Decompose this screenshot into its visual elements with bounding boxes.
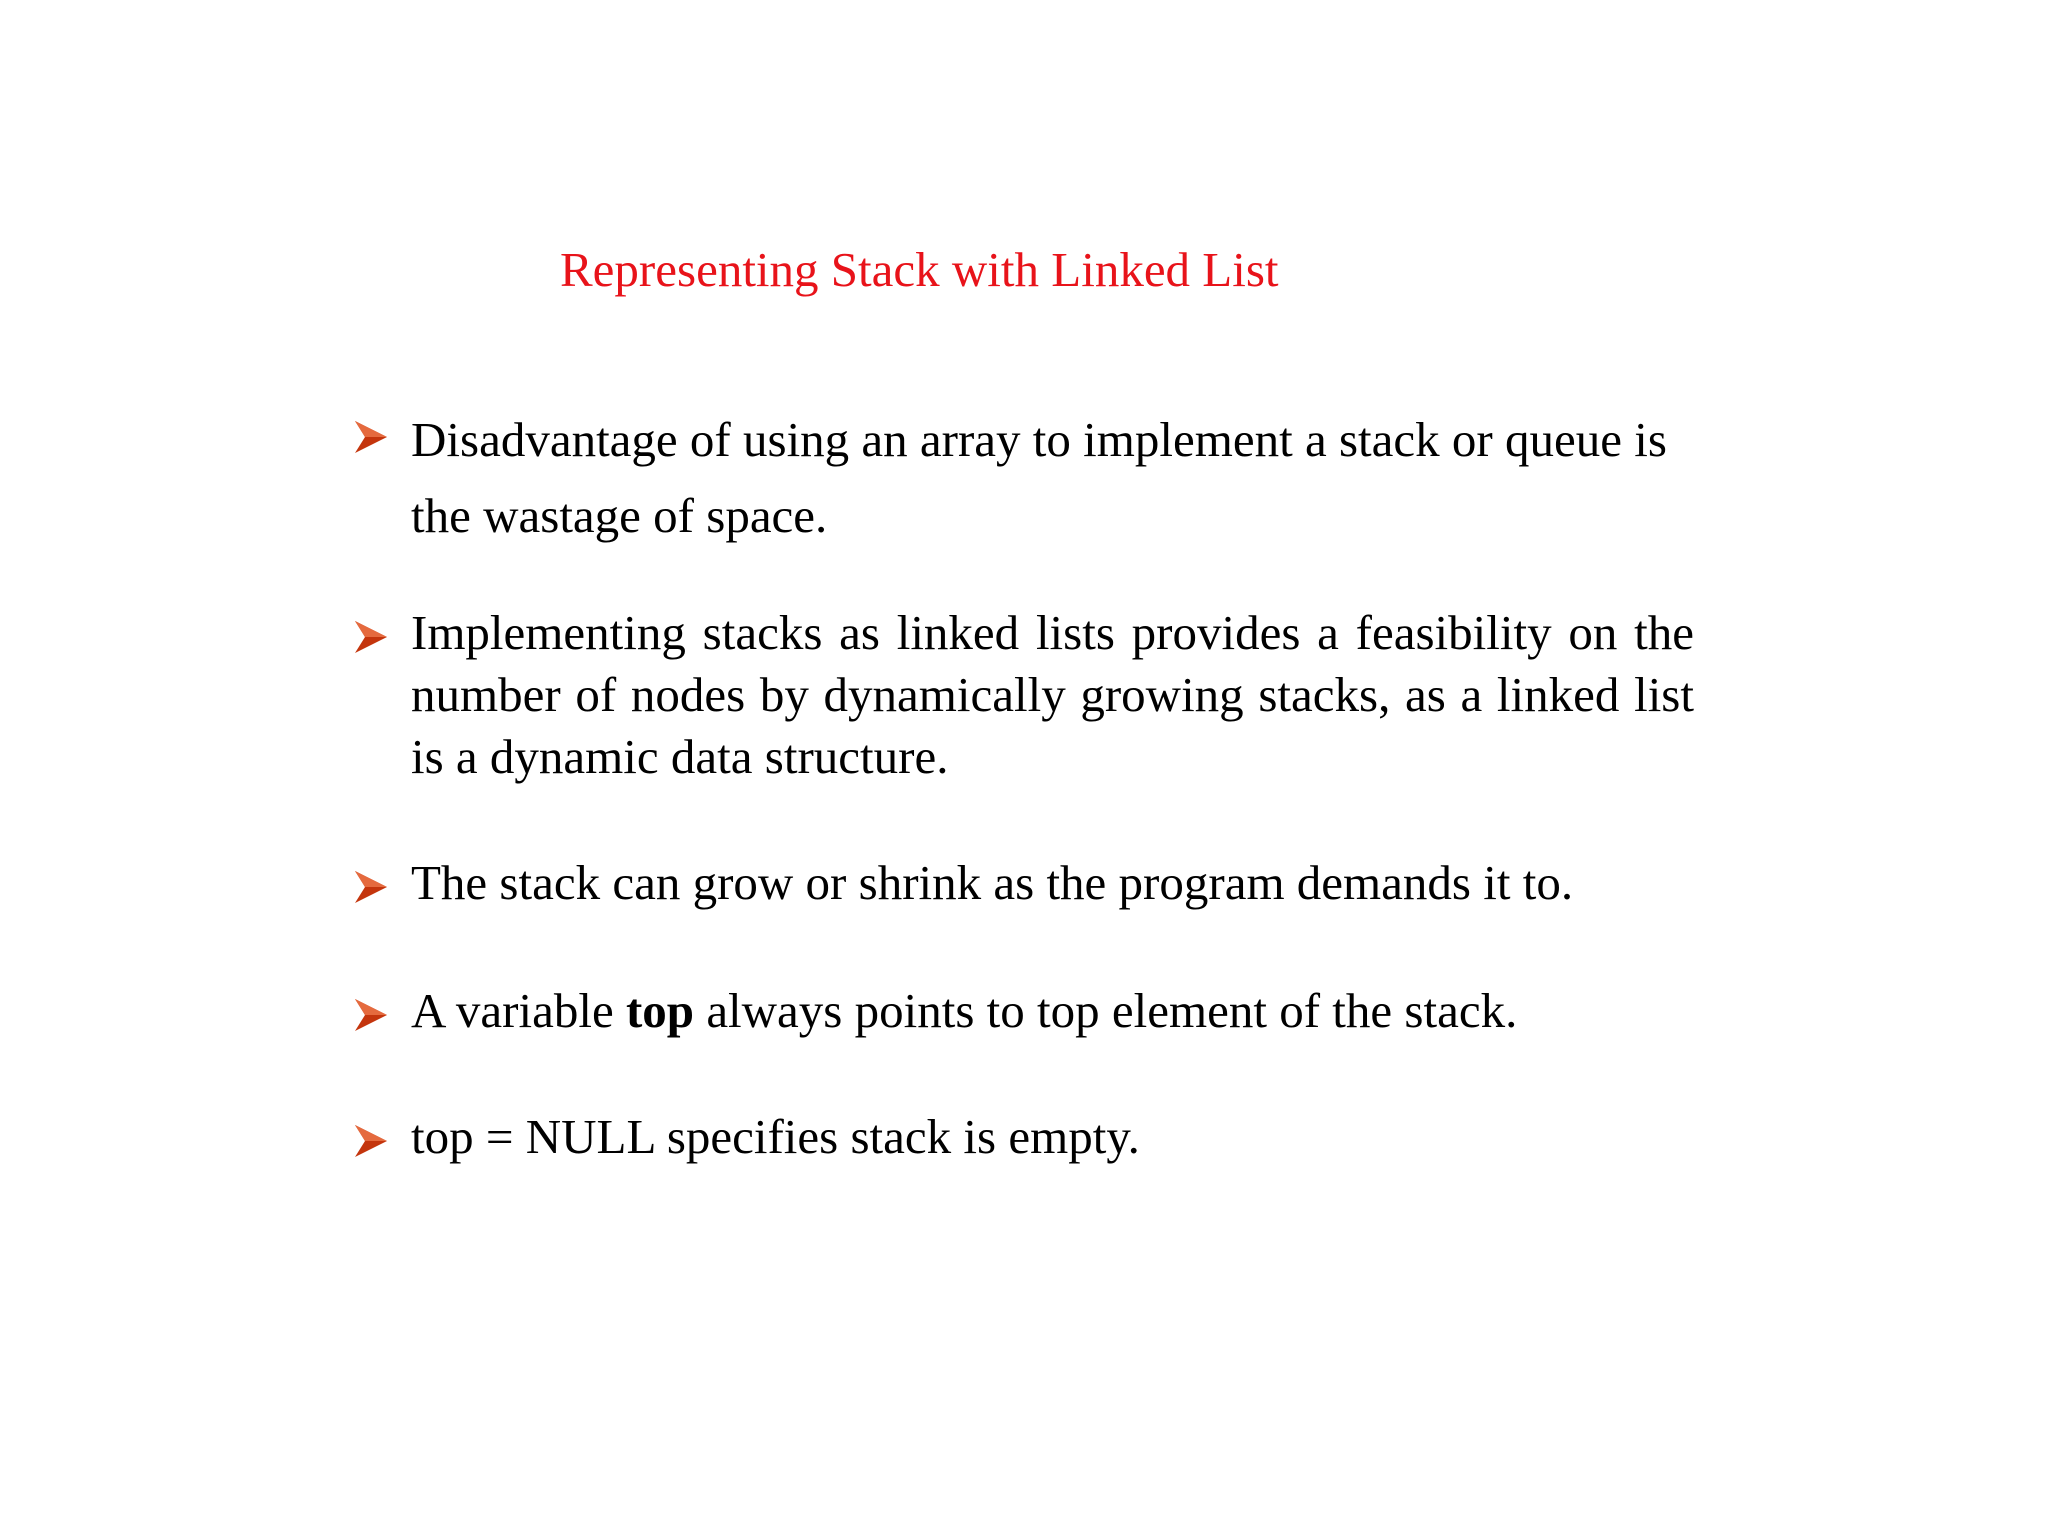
arrow-bullet-icon — [354, 620, 388, 654]
arrow-bullet-icon — [354, 420, 388, 454]
arrow-bullet-icon — [354, 1124, 388, 1158]
bullet-text — [411, 980, 1694, 1042]
bullet-text: top = NULL specifies stack is empty. — [411, 1109, 1140, 1164]
bullet-text-before: A variable — [411, 983, 626, 1038]
bullet-text-after: always points to top element of the stack. — [694, 983, 1518, 1038]
bullet-text-bold: top — [625, 983, 695, 1038]
bullet-text: Disadvantage of using an array to implement a stack or queue is the wastage of space. — [411, 412, 1667, 543]
arrow-bullet-icon — [354, 998, 388, 1032]
bullet-text: The stack can grow or shrink as the program demands it to. — [411, 855, 1574, 910]
bullet-text: Implementing stacks as linked lists provides a feasibility on the number of nodes by dynamically growing stacks, as a linked list is a dynamic data structure. — [411, 605, 1694, 784]
arrow-bullet-icon — [354, 870, 388, 904]
slide-title: Representing Stack with Linked List — [560, 242, 1279, 297]
